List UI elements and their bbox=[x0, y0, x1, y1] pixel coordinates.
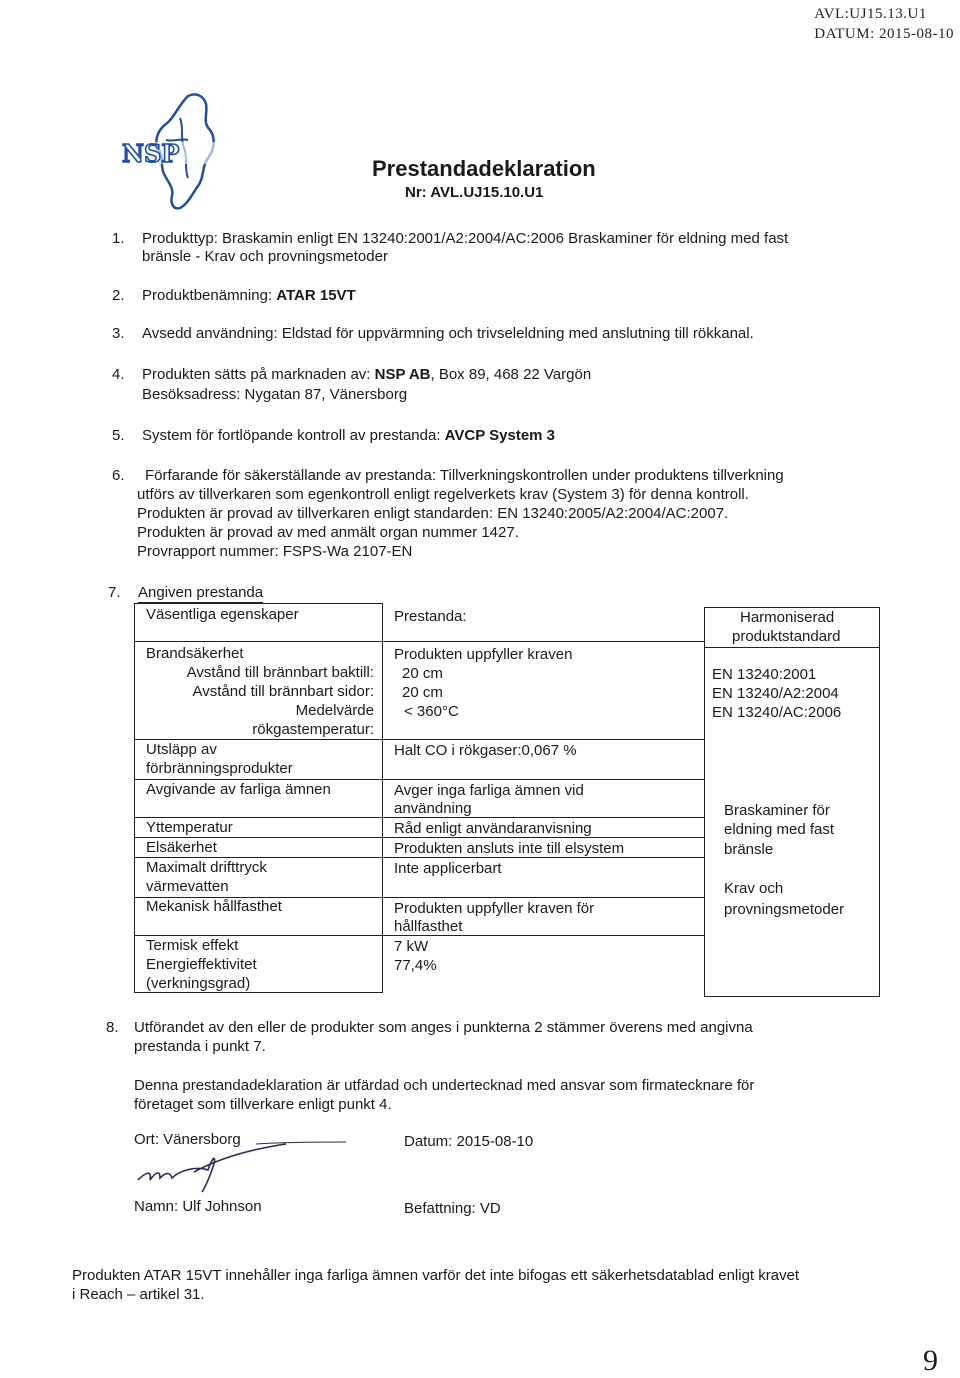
item-4-line-1 bbox=[142, 366, 591, 384]
hazardous-substances-value-1: Avger inga farliga ämnen vid bbox=[394, 782, 584, 799]
item-number: 6. bbox=[112, 467, 125, 484]
fire-safety-label: Brandsäkerhet bbox=[146, 645, 244, 662]
item-5 bbox=[112, 427, 556, 445]
logo-text: NSP bbox=[122, 139, 180, 168]
item-1-line-2: bränsle - Krav och provningsmetoder bbox=[142, 248, 388, 265]
item-7-text: Angiven prestanda bbox=[138, 584, 264, 601]
declaration-statement bbox=[134, 1076, 754, 1114]
item-6-line-5: Provrapport nummer: FSPS-Wa 2107-EN bbox=[137, 543, 413, 560]
mechanical-strength-value-1: Produkten uppfyller kraven för bbox=[394, 900, 595, 917]
item-number: 8. bbox=[106, 1019, 119, 1036]
surface-temperature-label: Yttemperatur bbox=[146, 819, 233, 836]
doc-code: AVL:UJ15.13.U1 bbox=[814, 6, 927, 22]
item-number: 4. bbox=[112, 366, 125, 383]
company-name: NSP AB bbox=[374, 366, 431, 383]
standard-desc-line-3: bränsle bbox=[724, 841, 774, 858]
reach-line-2: i Reach – artikel 31. bbox=[72, 1286, 205, 1303]
standard-desc-line-2: eldning med fast bbox=[724, 821, 835, 838]
header-standard-line-2: produktstandard bbox=[732, 628, 841, 645]
distance-back-label: Avstånd till brännbart baktill: bbox=[186, 664, 374, 681]
header-performance: Prestanda: bbox=[394, 608, 467, 625]
header-standard-line-1: Harmoniserad bbox=[740, 609, 835, 626]
max-pressure-value: Inte applicerbart bbox=[394, 860, 502, 877]
item-4 bbox=[112, 366, 592, 403]
energy-efficiency-label-line-1: Energieffektivitet bbox=[146, 956, 257, 973]
distance-sides-label: Avstånd till brännbart sidor: bbox=[192, 683, 374, 700]
declaration-line-2: företaget som tillverkare enligt punkt 4. bbox=[134, 1096, 392, 1113]
item-number: 2. bbox=[112, 287, 125, 304]
item-number: 7. bbox=[108, 584, 121, 601]
item-8-line-2: prestanda i punkt 7. bbox=[134, 1038, 266, 1055]
document-header bbox=[814, 4, 954, 44]
item-6-line-4: Produkten är provad av med anmält organ nummer 1427. bbox=[137, 524, 519, 541]
surface-temperature-value: Råd enligt användaranvisning bbox=[394, 820, 592, 837]
electrical-safety-value: Produkten ansluts inte till elsystem bbox=[394, 840, 625, 857]
item-7 bbox=[108, 584, 264, 602]
position-label: Befattning: VD bbox=[404, 1200, 501, 1217]
energy-efficiency-label-line-2: (verkningsgrad) bbox=[146, 975, 251, 992]
distance-sides-value: 20 cm bbox=[402, 684, 443, 701]
item-4-prefix: Produkten sätts på marknaden av: bbox=[142, 366, 375, 383]
handwritten-signature bbox=[136, 1136, 356, 1196]
standard-desc-line-4: Krav och bbox=[724, 880, 784, 897]
item-6-line-3: Produkten är provad av tillverkaren enligt standarden: EN 13240:2005/A2:2004/AC:2007. bbox=[137, 505, 729, 522]
thermal-output-value: 7 kW bbox=[394, 938, 429, 955]
item-8 bbox=[106, 1018, 753, 1055]
date-label: Datum: 2015-08-10 bbox=[404, 1133, 534, 1150]
flue-gas-temp-value: < 360°C bbox=[404, 703, 459, 720]
mechanical-strength-value-2: hållfasthet bbox=[394, 918, 463, 935]
standard-1: EN 13240:2001 bbox=[712, 666, 817, 683]
declaration-line-1: Denna prestandadeklaration är utfärdad och undertecknad med ansvar som firmatecknare för bbox=[134, 1077, 755, 1094]
emissions-value: Halt CO i rökgaser:0,067 % bbox=[394, 742, 577, 759]
item-number: 3. bbox=[112, 325, 125, 342]
thermal-output-label: Termisk effekt bbox=[146, 937, 239, 954]
item-5-prefix: System för fortlöpande kontroll av prestanda: bbox=[142, 427, 445, 444]
energy-efficiency-value: 77,4% bbox=[394, 957, 437, 974]
item-2-prefix: Produktbenämning: bbox=[142, 287, 277, 304]
item-6 bbox=[112, 467, 784, 560]
place-label: Ort: Vänersborg bbox=[134, 1131, 241, 1148]
distance-back-value: 20 cm bbox=[402, 665, 443, 682]
hazardous-substances-label: Avgivande av farliga ämnen bbox=[146, 781, 331, 798]
header-characteristics: Väsentliga egenskaper bbox=[146, 606, 299, 623]
item-8-line-1: Utförandet av den eller de produkter som anges i punkterna 2 stämmer överens med angivna bbox=[134, 1019, 753, 1036]
item-2-text bbox=[142, 287, 356, 305]
item-1 bbox=[112, 230, 789, 265]
signature-graphic bbox=[136, 1136, 356, 1196]
doc-date: DATUM: 2015-08-10 bbox=[814, 26, 954, 42]
max-pressure-label-line-2: värmevatten bbox=[146, 878, 229, 895]
flue-gas-temp-label: rökgastemperatur: bbox=[252, 721, 374, 738]
item-5-text bbox=[142, 427, 555, 445]
reach-statement bbox=[72, 1266, 799, 1304]
nsp-logo bbox=[118, 88, 244, 212]
standard-3: EN 13240/AC:2006 bbox=[712, 704, 842, 721]
mechanical-strength-label: Mekanisk hållfasthet bbox=[146, 898, 282, 915]
emissions-label-line-1: Utsläpp av bbox=[146, 741, 217, 758]
item-4-line-2: Besöksadress: Nygatan 87, Vänersborg bbox=[142, 386, 408, 403]
standard-desc-line-1: Braskaminer för bbox=[724, 802, 830, 819]
avcp-system: AVCP System 3 bbox=[444, 427, 556, 444]
performance-table bbox=[134, 603, 880, 996]
reach-line-1: Produkten ATAR 15VT innehåller inga farliga ämnen varför det inte bifogas ett säkerhetsdatablad enligt kravet bbox=[72, 1267, 800, 1284]
product-name: ATAR 15VT bbox=[276, 287, 356, 304]
max-pressure-label-line-1: Maximalt drifttryck bbox=[146, 859, 267, 876]
item-6-line-2: utförs av tillverkaren som egenkontroll enligt regelverkets krav (System 3) för denna kontroll. bbox=[137, 486, 749, 503]
nsp-logo-graphic bbox=[118, 88, 244, 212]
page-title: Prestandadeklaration bbox=[372, 156, 596, 181]
name-label: Namn: Ulf Johnson bbox=[134, 1198, 262, 1215]
page-number: 9 bbox=[923, 1344, 938, 1377]
declaration-number: Nr: AVL.UJ15.10.U1 bbox=[405, 184, 544, 201]
fire-safety-performance: Produkten uppfyller kraven bbox=[394, 646, 573, 663]
mean-value-label: Medelvärde bbox=[295, 702, 374, 719]
standard-2: EN 13240/A2:2004 bbox=[712, 685, 839, 702]
item-2 bbox=[112, 287, 356, 305]
emissions-label-line-2: förbränningsprodukter bbox=[146, 760, 293, 777]
item-1-line-1: Produkttyp: Braskamin enligt EN 13240:2001/A2:2004/AC:2006 Braskaminer för eldning med fast bbox=[142, 230, 789, 247]
electrical-safety-label: Elsäkerhet bbox=[146, 839, 217, 856]
item-number: 1. bbox=[112, 230, 125, 247]
item-3-text: Avsedd användning: Eldstad för uppvärmning och trivseleldning med anslutning till rökkanal. bbox=[142, 325, 754, 342]
item-6-line-1: Förfarande för säkerställande av prestanda: Tillverkningskontrollen under produktens tillverkning bbox=[145, 467, 784, 484]
hazardous-substances-value-2: användning bbox=[394, 800, 472, 817]
item-4-address: , Box 89, 468 22 Vargön bbox=[430, 366, 592, 383]
item-number: 5. bbox=[112, 427, 125, 444]
item-3 bbox=[112, 325, 754, 343]
standard-desc-line-5: provningsmetoder bbox=[724, 901, 845, 918]
